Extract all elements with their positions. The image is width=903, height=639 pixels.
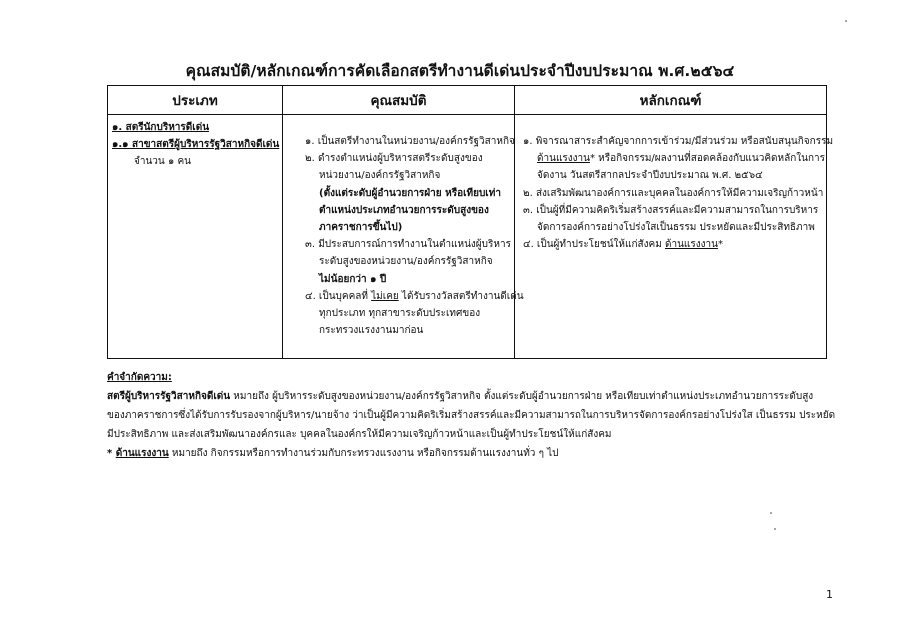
qualification-4-cont: ทุกประเภท ทุกสาขาระดับประเทศของ — [319, 308, 481, 320]
criterion-3: ๓. เป็นผู้ที่มีความคิดริเริ่มสร้างสรรค์และมีความสามารถในการบริหาร — [523, 204, 819, 216]
scan-speck — [770, 512, 772, 514]
criterion-3-cont: จัดการองค์การอย่างโปร่งใสเป็นธรรม ประหยัดและมีประสิทธิภาพ — [537, 222, 815, 234]
qualification-3: ๓. มีประสบการณ์การทำงานในตำแหน่งผู้บริหาร — [305, 239, 511, 251]
criteria-cell — [515, 115, 834, 359]
qualification-3-cont: ระดับสูงของหน่วยงาน/องค์กรรัฐวิสาหกิจ — [319, 256, 493, 268]
definition-line-1 — [107, 387, 827, 406]
qualification-1: ๑. เป็นสตรีทำงานในหน่วยงาน/องค์กรรัฐวิสาหกิจ — [305, 136, 515, 147]
definition-line-3: มีประสิทธิภาพ และส่งเสริมพัฒนาองค์กรและ บุคคลในองค์กรให้มีความเจริญก้าวหน้าและเป็นผู้ทำประโยชน์ให้แก่สังคม — [107, 429, 612, 440]
qualification-4-emphasis: ไม่เคย — [371, 290, 399, 302]
document-title: คุณสมบัติ/หลักเกณฑ์การคัดเลือกสตรีทำงานดีเด่นประจำปีงบประมาณ พ.ศ.๒๕๖๔ — [185, 62, 735, 80]
criterion-2: ๒. ส่งเสริมพัฒนาองค์การและบุคคลในองค์การให้มีความเจริญก้าวหน้า — [523, 187, 824, 199]
criterion-1: ๑. พิจารณาสาระสำคัญจากการเข้าร่วม/มีส่วนร่วม หรือสนับสนุนกิจกรรม — [523, 136, 834, 147]
header-criteria: หลักเกณฑ์ — [515, 86, 827, 115]
qualifications-cell — [283, 115, 524, 359]
criterion-1-cont-text: * หรือกิจกรรม/ผลงานที่สอดคล้องกับแนวคิดหลักในการ — [589, 153, 826, 165]
qualification-4 — [305, 288, 524, 305]
criterion-4-star: * — [717, 239, 723, 251]
criterion-4 — [523, 236, 824, 253]
criteria-table — [107, 85, 834, 359]
qualification-2-note-end: ภาคราชการขึ้นไป) — [319, 222, 403, 234]
qualification-2-note: (ตั้งแต่ระดับผู้อำนวยการฝ่าย หรือเทียบเท่า — [319, 187, 501, 199]
header-qualifications: คุณสมบัติ — [283, 86, 515, 115]
qualification-2-note-cont: ตำแหน่งประเภทอำนวยการระดับสูงของ — [319, 204, 489, 216]
scan-speck — [774, 528, 776, 530]
table-row — [108, 115, 827, 359]
criterion-4-text: ๔. เป็นผู้ทำประโยชน์ให้แก่สังคม — [523, 239, 665, 251]
category-quota: จำนวน ๑ คน — [134, 156, 191, 168]
criterion-1-labor-term: ด้านแรงงาน — [537, 153, 590, 165]
definition-term: สตรีผู้บริหารรัฐวิสาหกิจดีเด่น — [107, 391, 231, 402]
scan-speck — [845, 20, 847, 22]
criterion-1-cont — [523, 150, 824, 167]
definitions-heading: คำจำกัดความ: — [107, 372, 172, 383]
qualification-3-duration: ไม่น้อยกว่า ๑ ปี — [319, 273, 387, 285]
footnote-term: ด้านแรงงาน — [115, 448, 169, 459]
definitions-section — [107, 368, 836, 463]
category-cell — [108, 115, 283, 359]
definition-line-2: ของภาคราชการซึ่งได้รับการรับรองจากผู้บริหาร/นายจ้าง ว่าเป็นผู้มีความคิดริเริ่มสร้างสรรค์และมีความสามารถในการบริหารจัดการองค์กรอย่างโปร่งใส เป็นธรรม ประหยัด — [107, 410, 836, 421]
criterion-4-labor-term: ด้านแรงงาน — [664, 239, 718, 251]
qualification-4-suffix: ได้รับรางวัลสตรีทำงานดีเด่น — [398, 290, 524, 302]
footnote — [107, 444, 827, 463]
table-header-row — [108, 86, 827, 115]
qualification-4-prefix: ๔. เป็นบุคคลที่ — [305, 290, 372, 302]
header-category: ประเภท — [108, 86, 283, 115]
definition-text-1: หมายถึง ผู้บริหารระดับสูงของหน่วยงาน/องค์กรรัฐวิสาหกิจ ตั้งแต่ระดับผู้อำนวยการฝ่าย หรือเทียบเท่าตำแหน่งประเภทอำนวยการระดับสูง — [230, 391, 814, 402]
qualification-2: ๒. ดำรงตำแหน่งผู้บริหารสตรีระดับสูงของ — [305, 153, 483, 165]
criterion-1-end: จัดงาน วันสตรีสากลประจำปีงบประมาณ พ.ศ. ๒๕๖๔ — [537, 170, 763, 182]
qualification-4-end: กระทรวงแรงงานมาก่อน — [319, 325, 424, 337]
category-branch-label: ๑.๑ สาขาสตรีผู้บริหารรัฐวิสาหกิจดีเด่น — [112, 139, 280, 151]
footnote-text: หมายถึง กิจกรรมหรือการทำงานร่วมกับกระทรวงแรงงาน หรือกิจกรรมด้านแรงงานทั่ว ๆ ไป — [168, 448, 559, 459]
page-number: 1 — [826, 588, 833, 601]
footnote-star: * — [107, 448, 116, 459]
category-group-label: ๑. สตรีนักบริหารดีเด่น — [112, 122, 210, 133]
qualification-2-cont: หน่วยงาน/องค์กรรัฐวิสาหกิจ — [319, 170, 441, 182]
